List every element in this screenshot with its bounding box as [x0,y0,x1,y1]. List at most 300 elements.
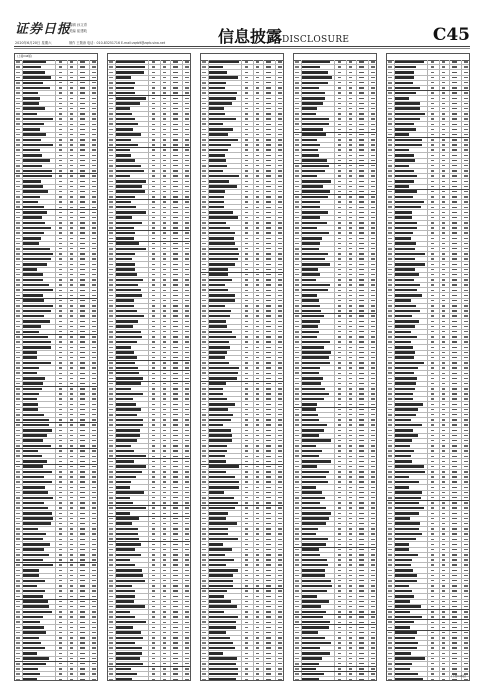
table-cell [185,419,189,420]
table-cell [302,279,316,281]
table-cell [16,217,20,219]
table-cell [395,268,415,270]
table-cell [202,321,206,323]
table-cell [464,331,468,332]
table-cell [371,440,375,441]
table-cell [452,321,457,322]
table-cell [442,347,445,348]
table-cell [388,201,392,203]
table-cell [202,554,206,556]
table-cell [278,518,282,519]
table-cell [59,347,62,348]
table-cell [70,559,73,560]
table-cell [80,487,85,488]
table-cell [80,264,85,265]
table-cell [388,596,392,598]
table-cell [23,299,44,301]
table-cell [256,139,259,140]
table-cell [442,243,445,244]
table-cell [16,455,20,457]
table-cell [245,450,248,451]
table-cell [395,305,416,307]
table-cell [152,430,155,431]
table-cell [92,642,96,643]
table-cell [209,517,226,519]
table-cell [388,653,392,655]
table-cell [266,269,271,270]
table-cell [92,196,96,197]
table-cell [245,165,248,166]
table-cell [395,82,413,84]
table-cell [245,103,248,104]
table-cell [245,642,248,643]
table-cell [59,103,62,104]
table-cell [295,201,299,203]
table-cell [338,642,341,643]
table-cell [173,456,178,457]
table-cell [23,507,48,509]
table-cell [16,621,20,623]
table-cell [295,487,299,489]
table-cell [16,668,20,670]
table-cell [302,481,328,483]
table-cell [80,409,85,410]
table-cell [338,627,341,628]
table-cell [302,507,326,509]
table-cell [452,653,457,654]
table-cell [59,492,62,493]
table-cell [209,476,235,478]
table-cell [16,471,20,473]
table-cell [464,523,468,524]
table-cell [80,87,85,88]
table-cell [295,580,299,582]
table-cell [388,445,392,447]
table-cell [256,611,259,612]
table-cell [245,487,248,488]
table-cell [278,82,282,83]
table-cell [266,554,271,555]
table-cell [464,175,468,176]
table-cell [256,274,259,275]
table-cell [92,435,96,436]
table-cell [442,663,445,664]
table-cell [16,108,20,110]
table-cell [23,273,43,275]
table-cell [16,129,20,131]
table-cell [295,492,299,494]
table-cell [59,533,62,534]
table-cell [173,290,178,291]
table-cell [278,653,282,654]
table-cell [349,160,352,161]
table-cell [442,315,445,316]
table-cell [92,497,96,498]
table-cell [109,310,113,312]
table-cell [338,430,341,431]
table-cell [464,87,468,88]
table-cell [152,253,155,254]
table-cell [256,378,259,379]
table-cell [349,476,352,477]
table-cell [16,601,20,603]
table-cell [302,543,326,545]
table-cell [80,124,85,125]
table-cell [266,129,271,130]
table-cell [388,383,392,385]
table-cell [109,585,113,587]
table-cell [152,419,155,420]
table-cell [442,632,445,633]
table-cell [256,144,259,145]
table-cell [359,414,364,415]
table-cell [163,383,166,384]
table-cell [59,144,62,145]
table-cell [266,196,271,197]
table-cell [359,212,364,213]
table-cell [388,206,392,208]
table-cell [152,622,155,623]
table-cell [266,315,271,316]
table-cell [371,663,375,664]
table-cell [23,429,52,431]
table-cell [371,590,375,591]
table-cell [116,92,135,94]
table-cell [395,621,414,623]
table-cell [442,424,445,425]
table-cell [245,461,248,462]
table-cell [23,564,53,566]
table-cell [92,290,96,291]
table-cell [16,580,20,582]
table-cell [59,502,62,503]
table-cell [266,419,271,420]
table-cell [152,580,155,581]
table-cell [116,647,142,649]
table-cell [338,357,341,358]
table-cell [302,471,329,473]
table-cell [202,596,206,598]
table-cell [80,456,85,457]
table-cell [163,284,166,285]
table-cell [266,632,271,633]
table-cell [395,595,414,597]
table-cell [245,398,248,399]
table-cell [464,471,468,472]
table-cell [109,471,113,473]
table-cell [442,290,445,291]
table-cell [185,440,189,441]
table-cell [295,315,299,317]
table-cell [59,570,62,571]
table-cell [359,518,364,519]
table-cell [23,538,43,540]
table-cell [295,243,299,245]
table-cell [202,310,206,312]
table-cell [92,419,96,420]
table-cell [266,481,271,482]
table-cell [92,367,96,368]
table-cell [209,471,226,473]
table-cell [173,476,178,477]
table-cell [464,404,468,405]
table-cell [163,321,166,322]
table-cell [163,155,166,156]
table-cell [371,129,375,130]
table-cell [109,653,113,655]
table-cell [109,611,113,613]
table-cell [278,590,282,591]
table-cell [442,570,445,571]
table-cell [395,434,418,436]
table-cell [92,139,96,140]
table-cell [209,139,238,141]
table-cell [152,300,155,301]
table-cell [464,149,468,150]
table-cell [395,351,415,353]
table-cell [70,352,73,353]
table-cell [163,544,166,545]
table-cell [59,596,62,597]
table-cell [359,279,364,280]
table-cell [349,321,352,322]
table-cell [163,601,166,602]
table-cell [209,268,228,270]
table-cell [173,295,178,296]
table-cell [23,175,52,177]
table-cell [92,331,96,332]
table-cell [163,331,166,332]
table-cell [185,321,189,322]
table-cell [70,549,73,550]
table-cell [442,539,445,540]
table-cell [359,596,364,597]
table-cell [338,103,341,104]
table-cell [266,181,271,182]
table-cell [116,279,143,281]
table-cell [163,77,166,78]
table-cell [163,279,166,280]
table-cell [295,149,299,151]
table-cell [185,181,189,182]
table-cell [338,393,341,394]
table-cell [116,102,140,104]
table-cell [359,61,364,62]
table-cell [163,243,166,244]
table-cell [92,347,96,348]
table-cell [395,429,413,431]
table-cell [173,170,178,171]
table-cell [266,456,271,457]
table-cell [338,232,341,233]
table-cell [452,243,457,244]
table-cell [23,491,48,493]
table-cell [163,238,166,239]
table-cell [209,325,227,327]
table-cell [152,77,155,78]
table-cell [185,362,189,363]
table-cell [92,430,96,431]
table-cell [209,543,223,545]
table-cell [256,549,259,550]
table-cell [70,668,73,669]
table-cell [302,71,328,73]
table-cell [70,373,73,374]
table-cell [92,616,96,617]
table-cell [80,492,85,493]
table-cell [371,144,375,145]
table-cell [23,196,40,198]
table-cell [116,585,132,587]
table-cell [266,149,271,150]
table-cell [256,113,259,114]
table-cell [245,77,248,78]
table-cell [302,403,317,405]
table-cell [442,134,445,135]
table-cell [302,419,319,421]
table-cell [163,258,166,259]
table-cell [173,466,178,467]
table-cell [338,554,341,555]
table-cell [245,393,248,394]
table-cell [173,61,178,62]
table-cell [295,92,299,94]
table-cell [152,378,155,379]
table-cell [16,538,20,540]
table-cell [395,196,413,198]
table-cell [371,404,375,405]
table-cell [92,181,96,182]
table-cell [80,352,85,353]
table-cell [173,232,178,233]
table-cell [388,87,392,89]
table-cell [173,82,178,83]
table-cell [185,653,189,654]
table-cell [256,502,259,503]
table-cell [338,481,341,482]
table-cell [202,409,206,411]
table-cell [92,305,96,306]
table-cell [70,585,73,586]
table-cell [16,155,20,157]
table-cell [349,77,352,78]
table-cell [349,295,352,296]
table-cell [266,300,271,301]
table-cell [431,367,434,368]
table-cell [92,388,96,389]
table-cell [209,341,229,343]
table-cell [388,372,392,374]
table-cell [209,388,223,390]
table-cell [163,201,166,202]
table-cell [185,186,189,187]
table-cell [295,590,299,592]
table-cell [116,211,146,213]
table-cell [349,103,352,104]
table-cell [80,445,85,446]
table-cell [116,284,138,286]
table-cell [295,341,299,343]
table-cell [431,497,434,498]
table-cell [80,435,85,436]
table-cell [185,616,189,617]
table-cell [163,222,166,223]
table-cell [266,642,271,643]
table-cell [163,336,166,337]
table-cell [338,170,341,171]
table-cell [256,98,259,99]
page-number: C45 [432,25,470,45]
table-cell [442,559,445,560]
table-cell [388,129,392,131]
table-cell [371,502,375,503]
table-cell [349,232,352,233]
table-cell [431,160,434,161]
table-cell [431,414,434,415]
table-cell [70,274,73,275]
table-cell [152,160,155,161]
table-cell [388,310,392,312]
table-cell [371,248,375,249]
table-cell [163,435,166,436]
table-cell [209,600,231,602]
table-cell [202,502,206,504]
table-cell [302,548,319,550]
table-cell [266,222,271,223]
table-cell [109,170,113,172]
table-cell [349,331,352,332]
table-cell [464,217,468,218]
table-cell [295,82,299,84]
table-cell [395,476,409,478]
table-cell [152,513,155,514]
table-cell [431,549,434,550]
table-cell [16,243,20,245]
table-cell [70,212,73,213]
table-cell [70,456,73,457]
table-cell [442,466,445,467]
table-cell [70,383,73,384]
table-cell [173,315,178,316]
table-cell [202,191,206,193]
table-cell [278,181,282,182]
table-cell [295,507,299,509]
table-cell [266,82,271,83]
table-cell [349,622,352,623]
table-cell [266,134,271,135]
table-cell [116,305,134,307]
table-cell [266,310,271,311]
table-cell [109,139,113,141]
table-cell [202,284,206,286]
table-cell [266,72,271,73]
table-cell [395,118,420,120]
table-cell [278,398,282,399]
table-cell [371,341,375,342]
table-cell [23,284,49,286]
table-cell [302,517,329,519]
table-cell [452,461,457,462]
table-cell [359,160,364,161]
table-cell [464,284,468,285]
table-cell [70,580,73,581]
table-cell [202,590,206,592]
table-cell [371,331,375,332]
table-cell [464,108,468,109]
table-cell [452,476,457,477]
table-cell [395,76,414,78]
table-cell [452,606,457,607]
